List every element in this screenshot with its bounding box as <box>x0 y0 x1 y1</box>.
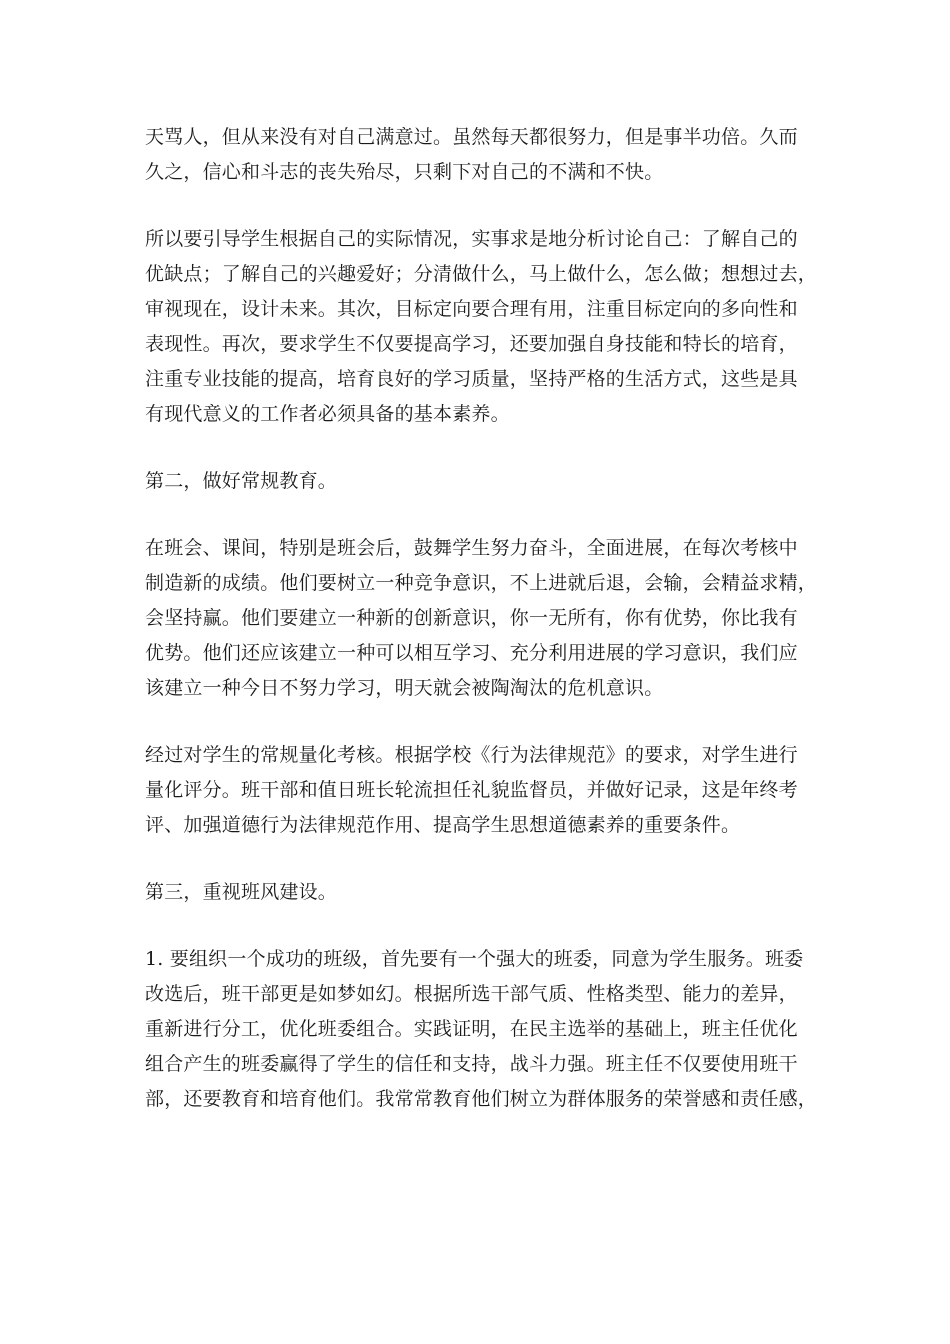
text-line: 在班会、课间，特别是班会后，鼓舞学生努力奋斗，全面进展，在每次考核中 <box>145 537 798 559</box>
text-line: 制造新的成绩。他们要树立一种竞争意识，不上进就后退，会输，会精益求精， <box>145 572 818 594</box>
text-line: 组合产生的班委赢得了学生的信任和支持，战斗力强。班主任不仅要使用班干 <box>145 1053 798 1075</box>
document-page <box>145 120 818 1149</box>
text-line: 量化评分。班干部和值日班长轮流担任礼貌监督员，并做好记录，这是年终考 <box>145 779 798 801</box>
text-line: 该建立一种今日不努力学习，明天就会被陶淘汰的危机意识。 <box>145 677 664 699</box>
text-line: 评、加强道德行为法律规范作用、提高学生思想道德素养的重要条件。 <box>145 814 741 836</box>
text-line: 有现代意义的工作者必须具备的基本素养。 <box>145 403 510 425</box>
text-line: 第三，重视班风建设。 <box>145 881 338 903</box>
text-line: 表现性。再次，要求学生不仅要提高学习，还要加强自身技能和特长的培育， <box>145 333 798 355</box>
text-line: 注重专业技能的提高，培育良好的学习质量，坚持严格的生活方式，这些是具 <box>145 368 798 390</box>
paragraph-5 <box>145 942 818 1117</box>
paragraph-4 <box>145 738 805 843</box>
text-line: 经过对学生的常规量化考核。根据学校《行为法律规范》的要求，对学生进行 <box>145 744 798 766</box>
text-line: 所以要引导学生根据自己的实际情况，实事求是地分析讨论自己：了解自己的 <box>145 228 798 250</box>
paragraph-1 <box>145 120 805 190</box>
text-line: 优势。他们还应该建立一种可以相互学习、充分利用进展的学习意识，我们应 <box>145 642 798 664</box>
text-line: 会坚持赢。他们要建立一种新的创新意识，你一无所有，你有优势，你比我有 <box>145 607 798 629</box>
text-line: 审视现在，设计未来。其次，目标定向要合理有用，注重目标定向的多向性和 <box>145 298 798 320</box>
text-line: 1. 要组织一个成功的班级，首先要有一个强大的班委，同意为学生服务。班委 <box>145 948 804 970</box>
text-line: 重新进行分工，优化班委组合。实践证明，在民主选举的基础上，班主任优化 <box>145 1018 798 1040</box>
text-line: 部，还要教育和培育他们。我常常教育他们树立为群体服务的荣誉感和责任感， <box>145 1088 818 1110</box>
text-line: 改选后，班干部更是如梦如幻。根据所选干部气质、性格类型、能力的差异， <box>145 983 798 1005</box>
text-line: 天骂人，但从来没有对自己满意过。虽然每天都很努力，但是事半功倍。久而 <box>145 126 798 148</box>
text-line: 优缺点；了解自己的兴趣爱好；分清做什么，马上做什么，怎么做；想想过去， <box>145 263 818 285</box>
section-heading-3 <box>145 875 805 910</box>
text-line: 第二，做好常规教育。 <box>145 470 338 492</box>
paragraph-2 <box>145 222 818 432</box>
paragraph-3 <box>145 531 818 706</box>
text-line: 久之，信心和斗志的丧失殆尽，只剩下对自己的不满和不快。 <box>145 161 664 183</box>
section-heading-2 <box>145 464 805 499</box>
